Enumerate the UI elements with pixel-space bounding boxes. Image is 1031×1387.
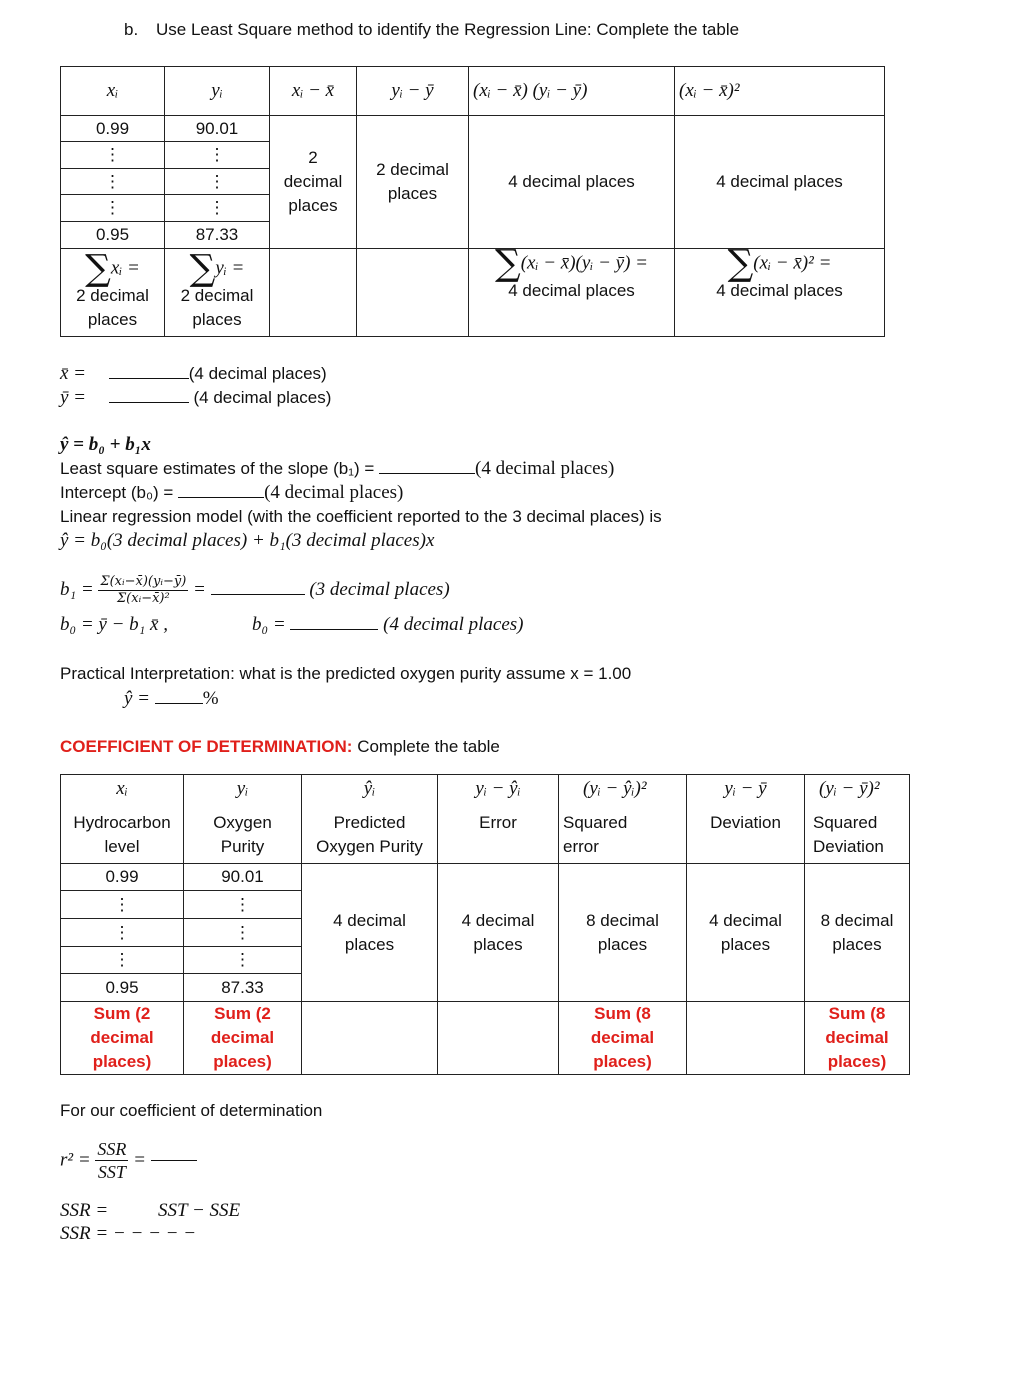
sum-sst-cell: Sum (8 decimal places): [805, 1002, 910, 1075]
regression-table: [60, 66, 885, 337]
x-cell: 0.99: [61, 864, 184, 891]
sum-x-cell: ∑xᵢ = 2 decimal places: [61, 249, 165, 337]
header-xi: xᵢ: [61, 67, 165, 116]
empty-cell: [687, 1002, 805, 1075]
practical-question: Practical Interpretation: what is the predicted oxygen purity assume x = 1.00: [60, 664, 632, 683]
header-oxygen: yᵢ Oxygen Purity: [184, 775, 302, 864]
empty-cell: [270, 249, 357, 337]
header-yi: yᵢ: [165, 67, 270, 116]
sum-x-cell: Sum (2 decimal places): [61, 1002, 184, 1075]
sum-y-cell: ∑yᵢ = 2 decimal places: [165, 249, 270, 337]
slope-line: Least square estimates of the slope (b₁) = (4 decimal places): [60, 458, 615, 479]
practical-answer: ŷ = %: [124, 688, 219, 709]
r2-intro: For our coefficient of determination: [60, 1101, 323, 1120]
yhat-blank[interactable]: [155, 689, 203, 704]
ssr-label: SSR =: [60, 1200, 109, 1221]
x-dev-note: 2 decimal places: [270, 116, 357, 249]
header-squared-deviation: (yᵢ − ȳ)² Squared Deviation: [805, 775, 910, 864]
xy-product-note: 4 decimal places: [469, 116, 675, 249]
predicted-note: 4 decimal places: [302, 864, 438, 1002]
sum-xx-cell: ∑(xᵢ − x̄)² = 4 decimal places: [675, 249, 885, 337]
ssr-answer: SSR = − − − − −: [60, 1223, 197, 1244]
x-cell: ⋮: [61, 919, 184, 947]
y-cell: ⋮: [165, 169, 270, 195]
x-cell: 0.95: [61, 974, 184, 1002]
slope-blank[interactable]: [379, 459, 475, 474]
cod-heading: COEFFICIENT OF DETERMINATION: Complete the table: [60, 737, 500, 756]
xbar-line: x̄ = (4 decimal places): [60, 363, 327, 384]
intercept-blank[interactable]: [178, 483, 264, 498]
ybar-blank[interactable]: [109, 388, 189, 403]
x-cell: 0.95: [61, 222, 165, 249]
x-cell: ⋮: [61, 891, 184, 919]
model-equation: ŷ = b₀ + b₁x: [60, 434, 151, 455]
x-dev-sq-note: 4 decimal places: [675, 116, 885, 249]
squared-error-note: 8 decimal places: [559, 864, 687, 1002]
error-note: 4 decimal places: [438, 864, 559, 1002]
b0-line: b₀ = (4 decimal places): [252, 614, 524, 635]
x-cell: ⋮: [61, 195, 165, 222]
header-x-dev-sq: (xᵢ − x̄)²: [675, 67, 885, 116]
x-cell: ⋮: [61, 142, 165, 169]
header-predicted: ŷᵢ Predicted Oxygen Purity: [302, 775, 438, 864]
linear-model-equation: ŷ = b₀(3 decimal places) + b₁(3 decimal places)x: [60, 530, 435, 551]
heading-text: Use Least Square method to identify the Regression Line: Complete the table: [156, 20, 740, 39]
deviation-note: 4 decimal places: [687, 864, 805, 1002]
y-dev-note: 2 decimal places: [357, 116, 469, 249]
determination-table: [60, 774, 910, 1075]
y-cell: ⋮: [165, 195, 270, 222]
empty-cell: [357, 249, 469, 337]
sum-sse-cell: Sum (8 decimal places): [559, 1002, 687, 1075]
empty-cell: [302, 1002, 438, 1075]
b1-formula: b₁ = $\frac{\text{Σ(xᵢ−x̄)(yᵢ−ȳ)}}{\text{Σ(xᵢ−x̄)²}}$ = (3 decimal places): [60, 574, 450, 606]
y-cell: 90.01: [184, 864, 302, 891]
y-cell: ⋮: [184, 919, 302, 947]
header-x-dev: xᵢ − x̄: [270, 67, 357, 116]
b1-blank[interactable]: [211, 580, 305, 595]
r2-blank[interactable]: [151, 1160, 197, 1161]
header-xy-product: (xᵢ − x̄) (yᵢ − ȳ): [469, 67, 675, 116]
y-cell: ⋮: [184, 891, 302, 919]
ssr-formula: SST − SSE: [158, 1200, 241, 1221]
x-cell: ⋮: [61, 947, 184, 974]
y-cell: 87.33: [165, 222, 270, 249]
y-cell: 87.33: [184, 974, 302, 1002]
header-squared-error: (yᵢ − ŷᵢ)² Squared error: [559, 775, 687, 864]
b0-blank[interactable]: [290, 615, 378, 630]
y-cell: ⋮: [184, 947, 302, 974]
heading-label: b.: [124, 20, 139, 39]
x-cell: 0.99: [61, 116, 165, 142]
linear-model-text: Linear regression model (with the coefficient reported to the 3 decimal places) is: [60, 507, 662, 526]
x-cell: ⋮: [61, 169, 165, 195]
y-cell: 90.01: [165, 116, 270, 142]
intercept-line: Intercept (b₀) = (4 decimal places): [60, 482, 404, 503]
header-error: yᵢ − ŷᵢ Error: [438, 775, 559, 864]
ybar-line: ȳ = (4 decimal places): [60, 387, 332, 408]
sum-xy-cell: ∑(xᵢ − x̄)(yᵢ − ȳ) = 4 decimal places: [469, 249, 675, 337]
header-y-dev: yᵢ − ȳ: [357, 67, 469, 116]
sum-y-cell: Sum (2 decimal places): [184, 1002, 302, 1075]
squared-deviation-note: 8 decimal places: [805, 864, 910, 1002]
xbar-blank[interactable]: [109, 364, 189, 379]
empty-cell: [438, 1002, 559, 1075]
header-hydrocarbon: xᵢ Hydrocarbon level: [61, 775, 184, 864]
y-cell: ⋮: [165, 142, 270, 169]
b0-formula: b₀ = ȳ − b₁ x̄ ,: [60, 614, 168, 635]
header-deviation: yᵢ − ȳ Deviation: [687, 775, 805, 864]
r2-formula: r² = $\frac{\text{SSR}}{\text{SST}}$ =: [60, 1138, 197, 1183]
